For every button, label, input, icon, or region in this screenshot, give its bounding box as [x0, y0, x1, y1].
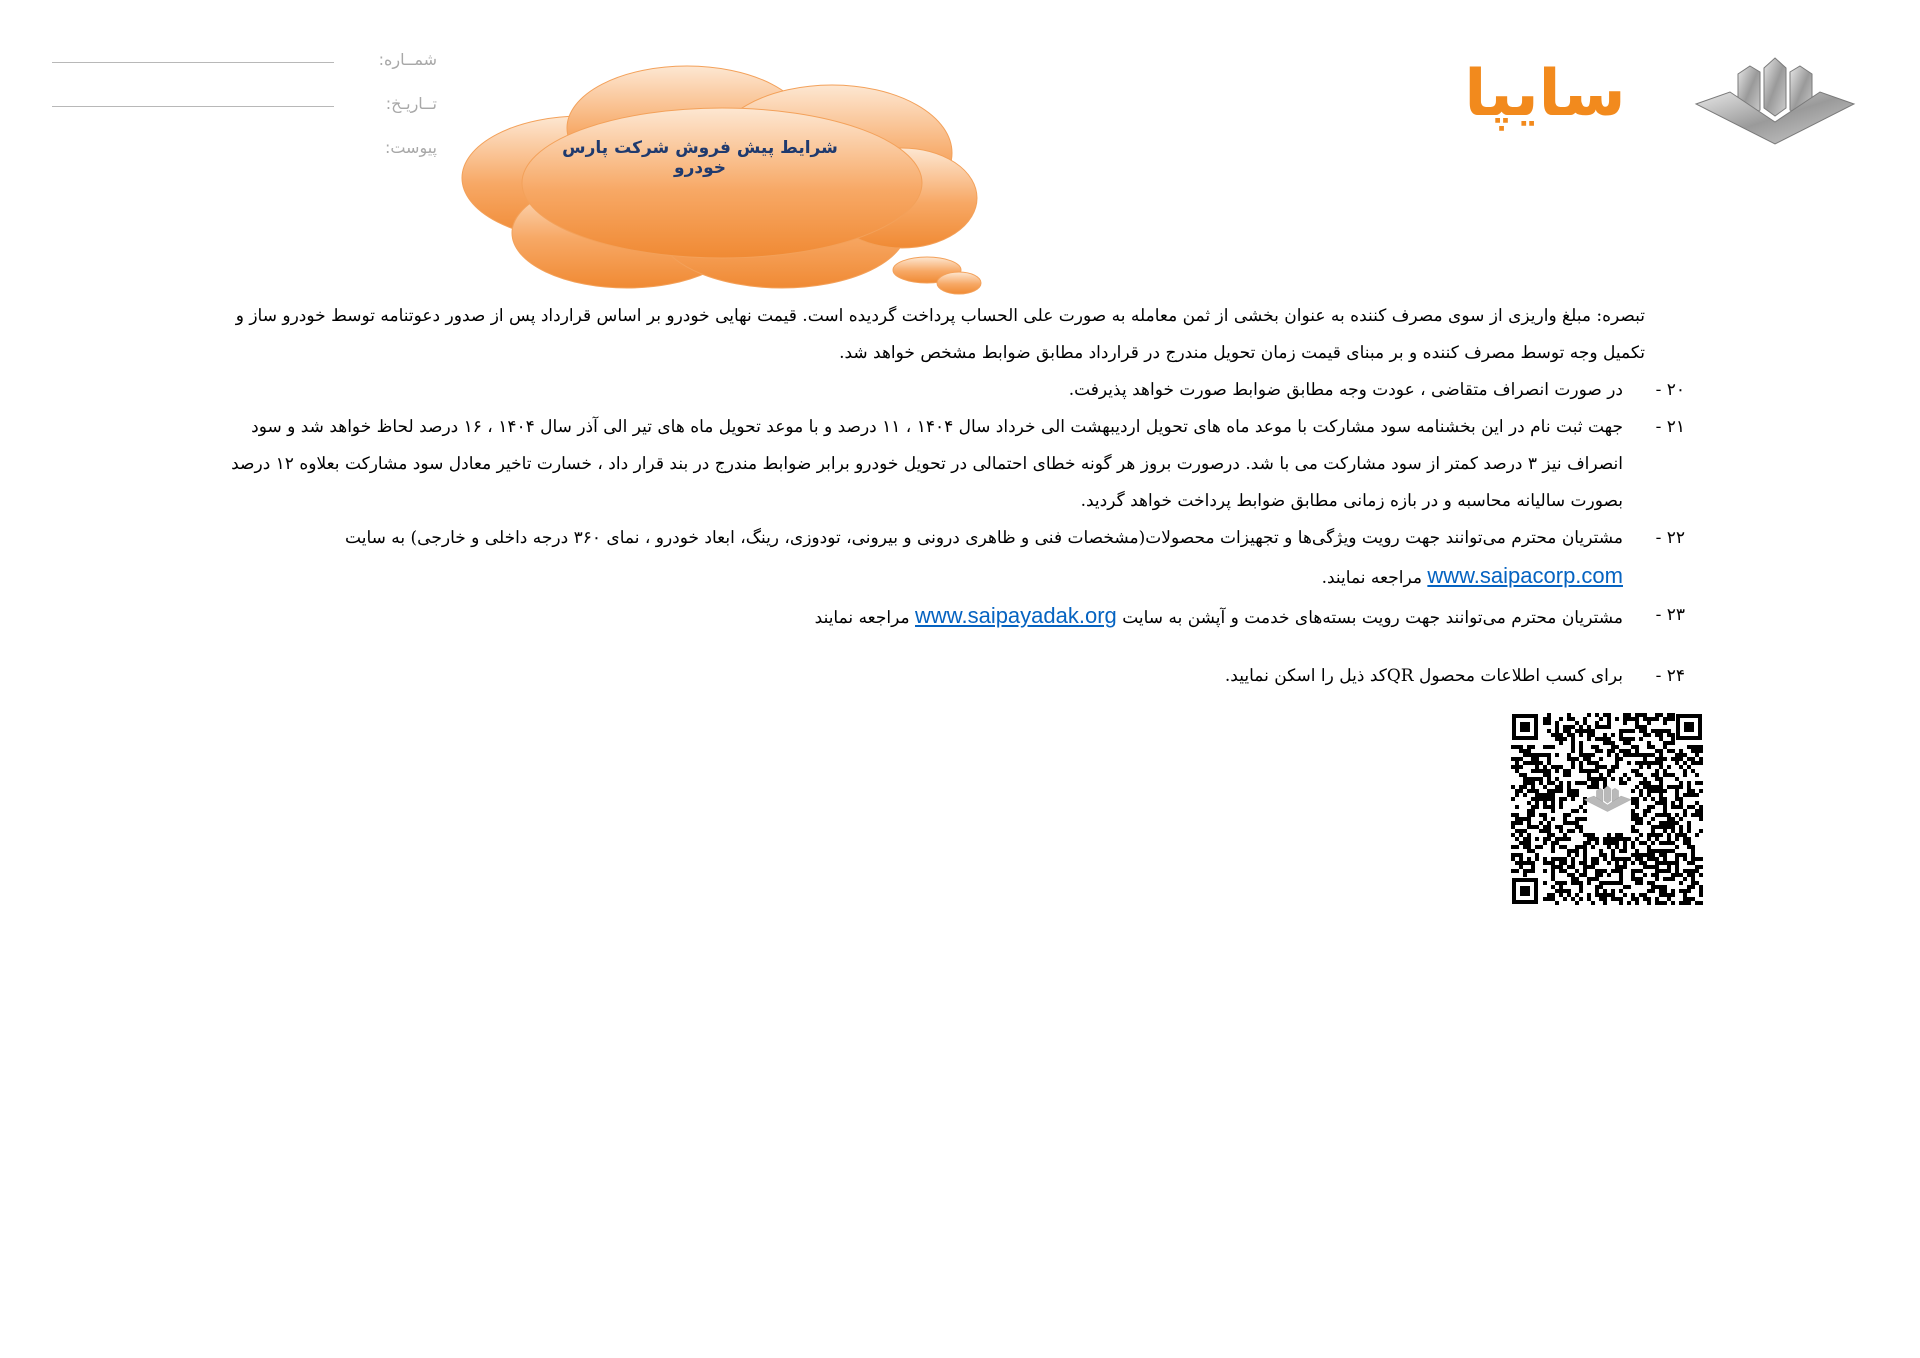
item-23-before-link: مشتریان محترم می‌توانند جهت رویت بسته‌های خدمت و آپشن به سایت: [1116, 608, 1623, 628]
attachment-field-label: پیوست:: [384, 138, 437, 157]
title-cloud-shape: [452, 58, 992, 308]
saipayadak-link[interactable]: www.saipayadak.org: [915, 603, 1117, 628]
cloud-title: شرایط پیش فروش شرکت پارس خودرو: [562, 138, 838, 178]
note-line-2: تکمیل وجه توسط مصرف کننده و بر مبنای قیمت زمان تحویل مندرج در قرارداد مطابق ضوابط مشخص خواهد شد.: [839, 343, 1645, 363]
condition-item-24: [125, 658, 1685, 695]
item-20-number: ۲۰ -: [1655, 380, 1685, 400]
item-21-line-2: انصراف نیز ۳ درصد کمتر از سود مشارکت می با شد. درصورت بروز هر گونه خطای احتمالی در تحویل خودرو برابر ضوابط مندرج در بند قرار داد ، خسارت تاخیر معادل سود مشارکت بعلاوه ۱۲ درصد: [231, 454, 1623, 474]
item-22-line-2: [125, 557, 1623, 597]
date-field-line: [52, 106, 334, 107]
item-21-line-1: جهت ثبت نام در این بخشنامه سود مشارکت با موعد ماه های تحویل اردیبهشت الی خرداد سال ۱۴۰۴ ، ۱۱ درصد و با موعد تحویل ماه های تیر الی آذر سال ۱۴۰۴ ، ۱۶ درصد لحاظ خواهد شد و سود: [251, 417, 1623, 437]
item-22-number: ۲۲ -: [1655, 528, 1685, 548]
condition-item-22: [125, 520, 1685, 597]
qr-code-image: [1510, 712, 1704, 906]
item-20-line-1: در صورت انصراف متقاضی ، عودت وجه مطابق ضوابط صورت خواهد پذیرفت.: [1068, 380, 1623, 400]
note-line-1: تبصره: مبلغ واریزی از سوی مصرف کننده به عنوان بخشی از ثمن معامله به صورت علی الحساب پرداخت گردیده است. قیمت نهایی خودرو بر اساس قرارداد پس از صدور دعوتنامه توسط خودرو ساز و: [235, 306, 1645, 326]
item-24-number: ۲۴ -: [1655, 666, 1685, 686]
letter-fields: [52, 50, 437, 182]
item-21-number: ۲۱ -: [1655, 417, 1685, 437]
item-24-line-1: برای کسب اطلاعات محصول QRکد ذیل را اسکن نمایید.: [1224, 666, 1623, 686]
item-23-line-1: [125, 597, 1623, 637]
number-field: [52, 50, 437, 94]
saipa-logo-icon: [1690, 52, 1860, 148]
date-field-label: تــاریـخ:: [385, 94, 437, 113]
conditions-body: [125, 298, 1685, 695]
number-field-label: شمــاره:: [378, 50, 437, 69]
note-paragraph: [125, 298, 1685, 372]
item-22-line-1: مشتریان محترم می‌توانند جهت رویت ویژگی‌ها و تجهیزات محصولات(مشخصات فنی و ظاهری درونی و بیرونی، تودوزی، رینگ، ابعاد خودرو ، نمای ۳۶۰ درجه داخلی و خارجی) به سایت: [345, 528, 1623, 548]
item-23-number: ۲۳ -: [1655, 605, 1685, 625]
attachment-field: [52, 138, 437, 182]
condition-item-20: [125, 372, 1685, 409]
item-21-line-3: بصورت سالیانه محاسبه و در بازه زمانی مطابق ضوابط پرداخت خواهد گردید.: [1080, 491, 1623, 511]
item-23-after-link: مراجعه نمایند: [814, 608, 916, 628]
date-field: [52, 94, 437, 138]
saipacorp-link[interactable]: www.saipacorp.com: [1427, 563, 1623, 588]
condition-item-21: [125, 409, 1685, 520]
number-field-line: [52, 62, 334, 63]
item-22-after-link: مراجعه نمایند.: [1321, 568, 1428, 588]
condition-item-23: [125, 597, 1685, 637]
saipa-logo-text: سایپا: [1464, 57, 1626, 131]
